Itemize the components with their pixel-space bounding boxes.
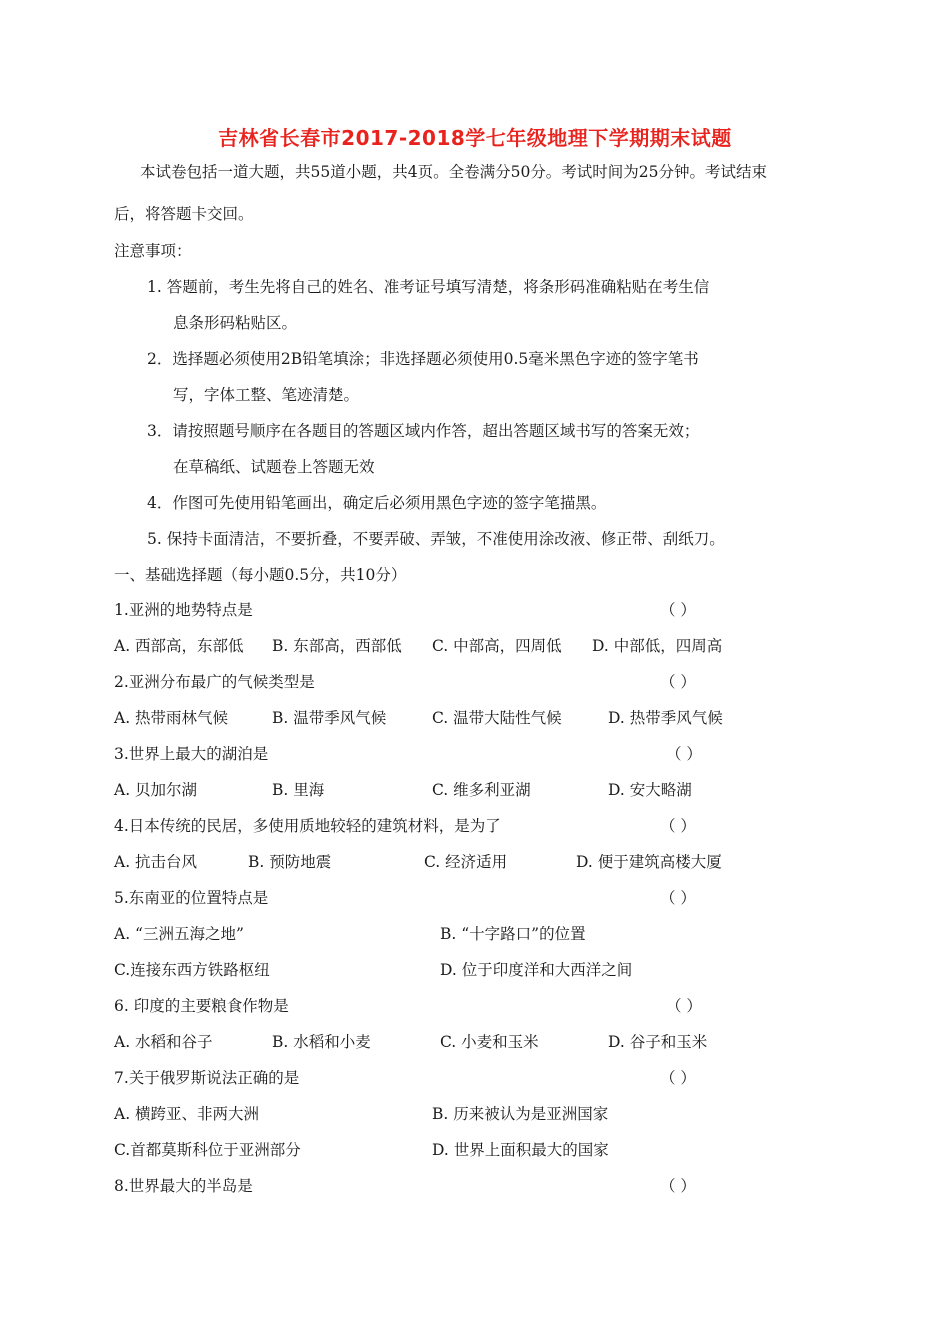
q3-option-d: D. 安大略湖: [608, 781, 692, 799]
notice-item-2: 2．选择题必须使用2B铅笔填涂；非选择题必须使用0.5毫米黑色字迹的签字笔书: [147, 350, 699, 368]
q5-option-c: C.连接东西方铁路枢纽: [114, 961, 270, 979]
q3-option-b: B. 里海: [272, 781, 325, 799]
q6-option-b: B. 水稻和小麦: [272, 1033, 371, 1051]
notice-item-1: 1. 答题前，考生先将自己的姓名、准考证号填写清楚，将条形码准确粘贴在考生信: [147, 278, 710, 296]
question-4: 4.日本传统的民居，多使用质地较轻的建筑材料，是为了: [114, 817, 501, 835]
q1-option-c: C. 中部高，四周低: [432, 637, 562, 655]
answer-blank-4: （ ）: [660, 817, 696, 835]
q5-option-a: A. “三洲五海之地”: [114, 925, 244, 943]
notice-item-5: 5. 保持卡面清洁，不要折叠，不要弄破、弄皱，不准使用涂改液、修正带、刮纸刀。: [147, 530, 725, 548]
q1-option-a: A. 西部高，东部低: [114, 637, 244, 655]
page-title: 吉林省长春市2017-2018学七年级地理下学期期末试题: [218, 126, 732, 150]
answer-blank-3: （ ）: [666, 745, 702, 763]
q5-option-b: B. “十字路口”的位置: [440, 925, 586, 943]
q5-option-d: D. 位于印度洋和大西洋之间: [440, 961, 633, 979]
question-5: 5.东南亚的位置特点是: [114, 889, 269, 907]
q4-option-c: C. 经济适用: [424, 853, 508, 871]
q6-option-c: C. 小麦和玉米: [440, 1033, 539, 1051]
question-3: 3.世界上最大的湖泊是: [114, 745, 269, 763]
q3-option-a: A. 贝加尔湖: [114, 781, 198, 799]
q2-option-d: D. 热带季风气候: [608, 709, 723, 727]
notice-heading: 注意事项：: [114, 242, 192, 260]
q4-option-d: D. 便于建筑高楼大厦: [576, 853, 722, 871]
answer-blank-2: （ ）: [660, 673, 696, 691]
notice-item-2-cont: 写，字体工整、笔迹清楚。: [173, 386, 360, 404]
q2-option-a: A. 热带雨林气候: [114, 709, 229, 727]
answer-blank-6: （ ）: [666, 997, 702, 1015]
q7-option-c: C.首都莫斯科位于亚洲部分: [114, 1141, 301, 1159]
notice-item-1-cont: 息条形码粘贴区。: [173, 314, 298, 332]
q7-option-d: D. 世界上面积最大的国家: [432, 1141, 609, 1159]
q6-option-d: D. 谷子和玉米: [608, 1033, 708, 1051]
answer-blank-5: （ ）: [660, 889, 696, 907]
notice-item-4: 4．作图可先使用铅笔画出，确定后必须用黑色字迹的签字笔描黑。: [147, 494, 607, 512]
q6-option-a: A. 水稻和谷子: [114, 1033, 213, 1051]
q2-option-b: B. 温带季风气候: [272, 709, 387, 727]
intro-line-1: 本试卷包括一道大题，共55道小题，共4页。全卷满分50分。考试时间为25分钟。考试结束: [140, 163, 768, 181]
q3-option-c: C. 维多利亚湖: [432, 781, 531, 799]
answer-blank-1: （ ）: [660, 601, 696, 619]
notice-item-3: 3．请按照题号顺序在各题目的答题区域内作答，超出答题区域书写的答案无效；: [147, 422, 700, 440]
notice-item-3-cont: 在草稿纸、试题卷上答题无效: [173, 458, 375, 476]
q2-option-c: C. 温带大陆性气候: [432, 709, 562, 727]
answer-blank-8: （ ）: [660, 1177, 696, 1195]
q4-option-b: B. 预防地震: [248, 853, 332, 871]
q7-option-a: A. 横跨亚、非两大洲: [114, 1105, 260, 1123]
q4-option-a: A. 抗击台风: [114, 853, 198, 871]
question-7: 7.关于俄罗斯说法正确的是: [114, 1069, 300, 1087]
question-1: 1.亚洲的地势特点是: [114, 601, 253, 619]
question-6: 6. 印度的主要粮食作物是: [114, 997, 289, 1015]
answer-blank-7: （ ）: [660, 1069, 696, 1087]
question-2: 2.亚洲分布最广的气候类型是: [114, 673, 315, 691]
q7-option-b: B. 历来被认为是亚洲国家: [432, 1105, 609, 1123]
section-heading: 一、基础选择题（每小题0.5分，共10分）: [114, 566, 407, 584]
question-8: 8.世界最大的半岛是: [114, 1177, 253, 1195]
intro-line-2: 后，将答题卡交回。: [114, 205, 254, 223]
q1-option-b: B. 东部高，西部低: [272, 637, 402, 655]
q1-option-d: D. 中部低，四周高: [592, 637, 723, 655]
